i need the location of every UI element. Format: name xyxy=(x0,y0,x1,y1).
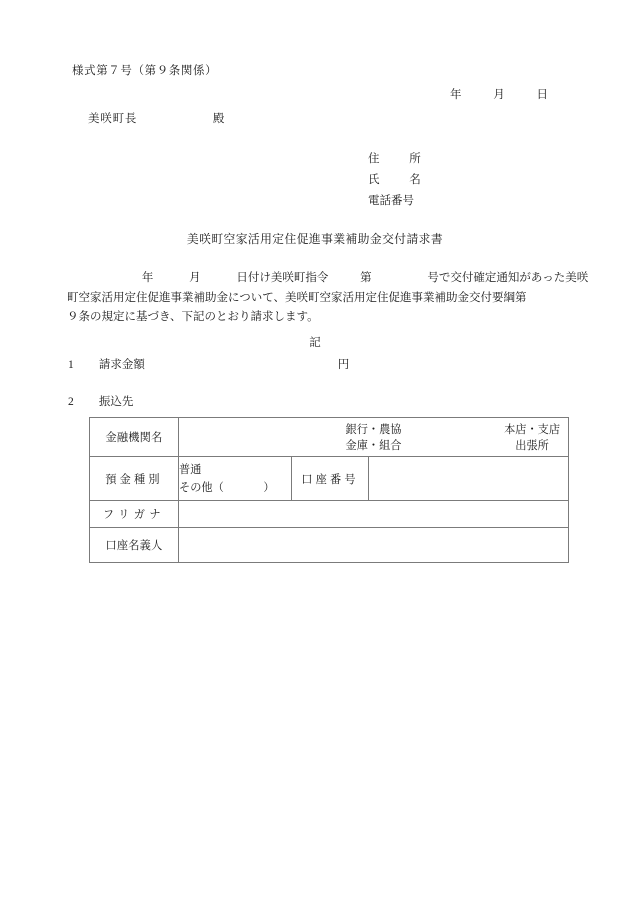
account-number-value[interactable] xyxy=(369,457,569,501)
body-year-label: 年 xyxy=(141,272,154,284)
item-1-number: 1 xyxy=(68,359,74,371)
institution-type-line-2: 金庫・組合 xyxy=(345,440,402,452)
addressee-honorific: 殿 xyxy=(212,113,226,125)
body-line-1 xyxy=(67,269,589,289)
applicant-address-label: 住 xyxy=(368,153,380,165)
institution-type-line-1: 銀行・農協 xyxy=(345,424,402,436)
furigana-value[interactable] xyxy=(179,501,569,528)
furigana-label: フリガナ xyxy=(90,501,179,528)
bank-details-table xyxy=(89,417,569,563)
table-row-institution xyxy=(90,418,569,457)
table-row-deposit-type xyxy=(90,457,569,501)
item-transfer-destination xyxy=(68,393,133,409)
date-line xyxy=(0,86,548,102)
applicant-name-label: 氏 xyxy=(368,174,380,186)
document-title: 美咲町空家活用定住促進事業補助金交付請求書 xyxy=(186,232,444,246)
item-1-label: 請求金額 xyxy=(98,359,145,371)
deposit-type-label: 預金種別 xyxy=(90,457,179,501)
applicant-phone-label: 電話番号 xyxy=(368,195,414,207)
table-row-account-holder xyxy=(90,528,569,563)
account-holder-label: 口座名義人 xyxy=(90,528,179,563)
institution-cell-inner xyxy=(179,418,568,456)
branch-type-line-2: 出張所 xyxy=(515,440,549,452)
item-2-label: 振込先 xyxy=(98,396,134,408)
date-day-label: 日 xyxy=(536,89,548,101)
deposit-type-options[interactable] xyxy=(179,457,292,501)
deposit-option-other-close: ） xyxy=(263,481,275,494)
applicant-address-row[interactable] xyxy=(368,149,421,170)
branch-type-right xyxy=(504,422,560,454)
deposit-option-normal[interactable]: 普通 xyxy=(179,463,202,476)
item-2-number: 2 xyxy=(68,396,74,408)
body-line1-tail: 号で交付確定通知があった美咲 xyxy=(427,272,589,284)
account-holder-value[interactable] xyxy=(179,528,569,563)
item-claim-amount xyxy=(68,356,349,372)
institution-name-value-cell[interactable] xyxy=(179,418,569,457)
branch-type-line-1: 本店・支店 xyxy=(504,424,561,436)
body-line-2: 町空家活用定住促進事業補助金について、美咲町空家活用定住促進事業補助金交付要綱第 xyxy=(67,291,527,304)
body-line-3: ９条の規定に基づき、下記のとおり請求します。 xyxy=(67,311,319,323)
institution-name-label: 金融機関名 xyxy=(90,418,179,457)
addressee-line xyxy=(88,110,225,126)
table-row-furigana xyxy=(90,501,569,528)
applicant-address-label-2: 所 xyxy=(409,153,421,165)
body-day-and-order: 日付け美咲町指令 xyxy=(236,272,329,284)
body-month-label: 月 xyxy=(189,272,201,284)
ki-marker: 記 xyxy=(309,337,321,349)
applicant-name-row[interactable] xyxy=(368,170,421,191)
date-month-label: 月 xyxy=(493,89,505,101)
addressee-name: 美咲町長 xyxy=(88,113,138,125)
form-number: 様式第７号（第９条関係） xyxy=(72,65,218,77)
item-1-unit: 円 xyxy=(337,359,350,371)
deposit-option-other[interactable] xyxy=(179,479,291,497)
applicant-name-label-2: 名 xyxy=(409,174,421,186)
date-year-label: 年 xyxy=(450,89,462,101)
applicant-phone-row[interactable] xyxy=(368,191,421,212)
body-paragraph xyxy=(67,269,589,328)
account-number-label: 口座番号 xyxy=(292,457,369,501)
body-order-number-label: 第 xyxy=(360,272,372,284)
applicant-block xyxy=(368,149,421,212)
deposit-option-other-label: その他（ xyxy=(179,481,224,494)
